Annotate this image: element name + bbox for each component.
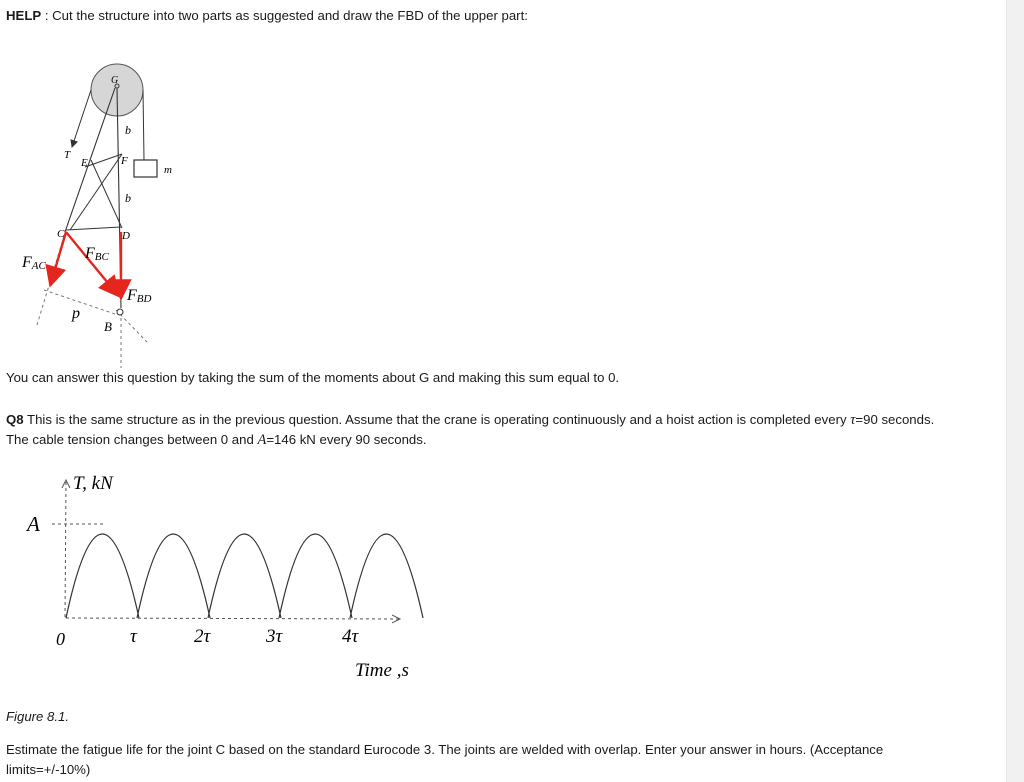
label-b-mid: b <box>125 191 131 205</box>
tick-tau: τ <box>130 626 137 647</box>
label-c: C <box>57 228 65 240</box>
force-fbc-arrow <box>66 232 117 294</box>
y-axis <box>65 480 66 617</box>
tension-arch-4 <box>279 534 352 618</box>
y-axis-label: T, kN <box>73 473 113 494</box>
joint-b <box>117 309 123 315</box>
help-text: : Cut the structure into two parts as suggested and draw the FBD of the upper part: <box>41 8 528 23</box>
figure-caption: Figure 8.1. <box>6 709 70 724</box>
vertical-scrollbar[interactable] <box>1006 0 1024 782</box>
label-p: p <box>72 305 80 322</box>
tick-0: 0 <box>56 629 65 649</box>
tick-2tau: 2τ <box>194 626 211 647</box>
label-f: F <box>121 155 128 167</box>
member-ef <box>85 154 122 167</box>
amplitude-label: A <box>27 512 40 536</box>
question-q8: Q8 This is the same structure as in the previous question. Assume that the crane is operating continuously and a hoist action is completed every τ=90 seconds. The cable tension changes between 0 and A=146 kN every 90 seconds. <box>6 412 935 448</box>
cable-left <box>72 90 91 147</box>
tick-3tau: 3τ <box>266 626 283 647</box>
label-fbc: FBC <box>85 245 109 263</box>
label-g: G <box>111 75 119 86</box>
cable-right <box>143 90 144 160</box>
estimate-question: Estimate the fatigue life for the joint C based on the standard Eurocode 3. The joints are welded with overlap. Enter your answer in hours. (Acceptance limits=+/-10%) <box>6 742 884 777</box>
help-label: HELP <box>6 8 42 23</box>
label-m: m <box>164 164 172 176</box>
mass-box <box>134 160 157 177</box>
label-e: E <box>81 157 88 169</box>
boom-upper <box>65 88 115 232</box>
label-d: D <box>122 230 130 242</box>
tension-arch-3 <box>208 534 281 618</box>
tension-arch-5 <box>350 534 423 618</box>
answer-hint: You can answer this question by taking the sum of the moments about G and making this sum equal to 0. <box>6 370 620 385</box>
label-fac: FAC <box>22 254 46 272</box>
tension-time-graph <box>0 465 440 690</box>
tension-arch-2 <box>137 534 210 618</box>
label-b-top: b <box>125 123 131 137</box>
member-ef-diag <box>91 160 122 228</box>
member-cd <box>66 227 121 230</box>
help-instruction <box>6 6 936 26</box>
x-axis <box>66 618 400 619</box>
x-axis-label: Time ,s <box>355 660 409 681</box>
tick-4tau: 4τ <box>342 626 359 647</box>
tension-arch-1 <box>66 534 139 618</box>
label-b-joint: B <box>104 319 112 334</box>
q8-label: Q8 <box>6 412 24 427</box>
crane-structure-figure <box>0 55 200 370</box>
member-f-diag <box>70 154 122 230</box>
label-t: T <box>64 149 71 161</box>
label-fbd: FBD <box>127 287 152 305</box>
